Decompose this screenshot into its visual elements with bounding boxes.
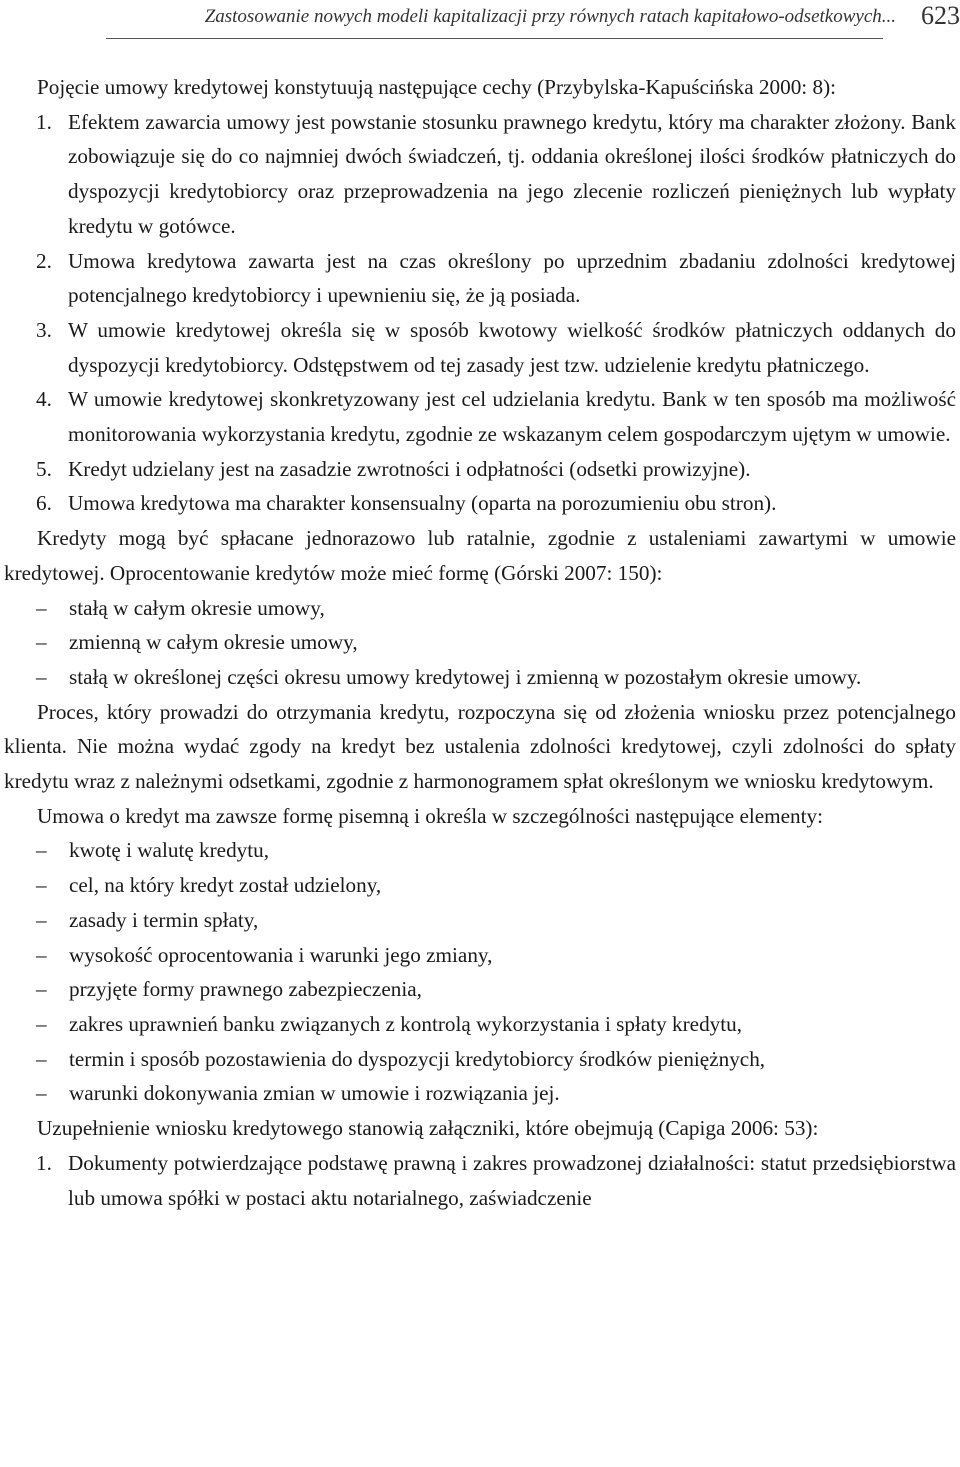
list-item-text: zmienną w całym okresie umowy, [69,630,358,655]
credit-features-list [4,105,956,521]
list-item [4,625,956,660]
interest-forms-list [4,591,956,695]
list-item [4,486,956,521]
dash-marker: – [36,595,47,620]
list-item-text: kwotę i walutę kredytu, [69,838,270,863]
list-item [4,868,956,903]
list-item-text: wysokość oprocentowania i warunki jego zmiany, [69,942,493,967]
dash-marker: – [36,907,47,932]
list-marker: 1. [36,1150,52,1175]
list-item [4,591,956,626]
attachments-paragraph: Uzupełnienie wniosku kredytowego stanowią załączniki, które obejmują (Capiga 2006: 53): [37,1116,819,1141]
list-item [4,972,956,1007]
list-item [4,1042,956,1077]
list-item [4,1076,956,1111]
list-item-text: Dokumenty potwierdzające podstawę prawną i zakres prowadzonej działalności: statut przedsiębiorstwa lub umowa spółki w postaci aktu notarialnego, zaświadczenie [68,1150,956,1210]
page-number: 623 [921,1,960,30]
list-item-text: zakres uprawnień banku związanych z kontrolą wykorzystania i spłaty kredytu, [69,1011,743,1036]
dash-marker: – [36,630,47,655]
dash-marker: – [36,1011,47,1036]
list-item [4,313,956,382]
contract-paragraph: Umowa o kredyt ma zawsze formę pisemną i określa w szczególności następujące elementy: [37,803,823,828]
list-item [4,938,956,973]
running-title: Zastosowanie nowych modeli kapitalizacji przy równych ratach kapitałowo-odsetkowych... [204,6,896,27]
attachments-list [4,1146,956,1215]
list-item [4,244,956,313]
list-marker: 4. [36,387,52,412]
dash-marker: – [36,838,47,863]
list-item [4,833,956,868]
list-marker: 2. [36,248,52,273]
list-item [4,1146,956,1215]
dash-marker: – [36,664,47,689]
list-item [4,903,956,938]
list-item-text: W umowie kredytowej określa się w sposób kwotowy wielkość środków płatniczych oddanych do dyspozycji kredytobiorcy. Odstępstwem od tej zasady jest tzw. udzielenie kredytu płatniczego. [68,317,956,377]
list-item-text: Umowa kredytowa zawarta jest na czas określony po uprzednim zbadaniu zdolności kredytowej potencjalnego kredytobiorcy i upewnieniu się, że ją posiada. [68,248,956,308]
list-item [4,105,956,244]
header-rule [106,38,883,39]
list-marker: 5. [36,456,52,481]
list-item-text: cel, na który kredyt został udzielony, [69,873,382,898]
repayment-paragraph: Kredyty mogą być spłacane jednorazowo lub ratalnie, zgodnie z ustaleniami zawartymi w umowie kredytowej. Oprocentowanie kredytów może mieć formę (Górski 2007: 150): [4,526,956,585]
list-item-text: warunki dokonywania zmian w umowie i rozwiązania jej. [69,1081,560,1106]
list-item [4,382,956,451]
list-item-text: przyjęte formy prawnego zabezpieczenia, [69,977,422,1002]
list-marker: 6. [36,491,52,516]
dash-marker: – [36,873,47,898]
dash-marker: – [36,977,47,1002]
contract-elements-list [4,833,956,1111]
list-item-text: Efektem zawarcia umowy jest powstanie stosunku prawnego kredytu, który ma charakter złożony. Bank zobowiązuje się do co najmniej dwóch świadczeń, tj. oddania określonej ilości środków płatniczych do dyspozycji kredytobiorcy oraz przeprowadzenia na jego zlecenie rozliczeń pieniężnych lub wypłaty kredytu w gotówce. [68,109,956,238]
list-item [4,452,956,487]
list-item-text: stałą w całym okresie umowy, [69,595,325,620]
list-item-text: termin i sposób pozostawienia do dyspozycji kredytobiorcy środków pieniężnych, [69,1046,766,1071]
dash-marker: – [36,1046,47,1071]
list-item-text: zasady i termin spłaty, [69,907,259,932]
list-item-text: W umowie kredytowej skonkretyzowany jest cel udzielania kredytu. Bank w ten sposób ma możliwość monitorowania wykorzystania kredytu, zgodnie ze wskazanym celem gospodarczym ujętym w umowie. [68,387,956,447]
dash-marker: – [36,1081,47,1106]
list-item-text: stałą w określonej części okresu umowy kredytowej i zmienną w pozostałym okresie umowy. [69,664,862,689]
list-marker: 3. [36,317,52,342]
body-text [4,70,956,1215]
intro-paragraph: Pojęcie umowy kredytowej konstytuują następujące cechy (Przybylska-Kapuścińska 2000: 8): [37,75,837,99]
list-item [4,660,956,695]
process-paragraph: Proces, który prowadzi do otrzymania kredytu, rozpoczyna się od złożenia wniosku przez potencjalnego klienta. Nie można wydać zgody na kredyt bez ustalenia zdolności kredytowej, czyli zdolności do spłaty kredytu wraz z należnymi odsetkami, zgodnie z harmonogramem spłat określonym we wniosku kredytowym. [4,699,956,794]
list-item-text: Umowa kredytowa ma charakter konsensualny (oparta na porozumieniu obu stron). [68,491,777,516]
list-item [4,1007,956,1042]
list-item-text: Kredyt udzielany jest na zasadzie zwrotności i odpłatności (odsetki prowizyjne). [68,456,751,481]
list-marker: 1. [36,109,52,134]
dash-marker: – [36,942,47,967]
running-header [0,0,960,40]
